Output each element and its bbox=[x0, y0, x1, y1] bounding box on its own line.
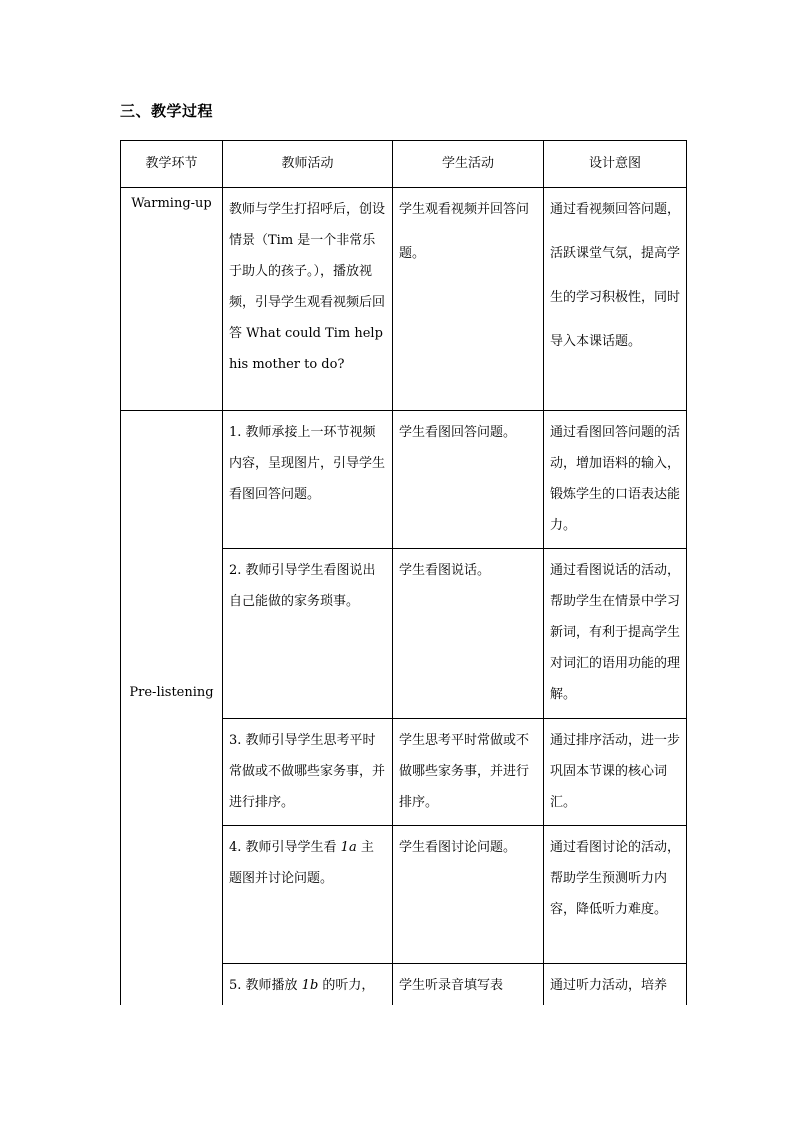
teacher-activity: 教师与学生打招呼后，创设情景（Tim 是一个非常乐于助人的孩子。），播放视频，引导学生观看视频后回答 What could Tim help his mother to do? bbox=[229, 202, 386, 372]
design-intent: 通过看图说话的活动，帮助学生在情景中学习新词，有利于提高学生对词汇的语用功能的理解。 bbox=[550, 563, 681, 702]
design-intent: 通过看图回答问题的活动，增加语料的输入，锻炼学生的口语表达能力。 bbox=[550, 425, 681, 533]
header-teacher: 教师活动 bbox=[223, 141, 393, 188]
design-intent: 通过看图讨论的活动，帮助学生预测听力内容，降低听力难度。 bbox=[550, 840, 681, 917]
design-intent: 通过听力活动，培养 bbox=[550, 978, 668, 993]
design-intent: 通过排序活动，进一步巩固本节课的核心词汇。 bbox=[550, 733, 681, 810]
student-activity: 学生听录音填写表 bbox=[399, 978, 504, 993]
header-intent: 设计意图 bbox=[544, 141, 687, 188]
teacher-activity: 4. 教师引导学生看 1a 主题图并讨论问题。 bbox=[229, 840, 374, 886]
header-stage: 教学环节 bbox=[121, 141, 223, 188]
stage-pre-listening: Pre-listening bbox=[121, 411, 223, 1006]
student-activity: 学生观看视频并回答问题。 bbox=[399, 202, 530, 261]
teacher-activity: 5. 教师播放 1b 的听力， bbox=[229, 978, 375, 993]
header-student: 学生活动 bbox=[393, 141, 544, 188]
student-activity: 学生思考平时常做或不做哪些家务事，并进行排序。 bbox=[399, 733, 530, 810]
section-heading: 三、教学过程 bbox=[120, 102, 214, 120]
teacher-activity: 2. 教师引导学生看图说出自己能做的家务琐事。 bbox=[229, 563, 376, 609]
table-row-pre-1 bbox=[121, 411, 687, 549]
stage-warming: Warming-up bbox=[121, 188, 223, 411]
student-activity: 学生看图回答问题。 bbox=[399, 425, 517, 440]
design-intent: 通过看视频回答问题，活跃课堂气氛，提高学生的学习积极性，同时导入本课话题。 bbox=[550, 202, 681, 349]
table-row-warming bbox=[121, 188, 687, 411]
student-activity: 学生看图讨论问题。 bbox=[399, 840, 517, 855]
teaching-process-table bbox=[120, 140, 687, 1005]
teacher-activity: 3. 教师引导学生思考平时常做或不做哪些家务事，并进行排序。 bbox=[229, 733, 386, 810]
student-activity: 学生看图说话。 bbox=[399, 563, 491, 578]
table-header-row bbox=[121, 141, 687, 188]
teacher-activity: 1. 教师承接上一环节视频内容，呈现图片，引导学生看图回答问题。 bbox=[229, 425, 386, 502]
